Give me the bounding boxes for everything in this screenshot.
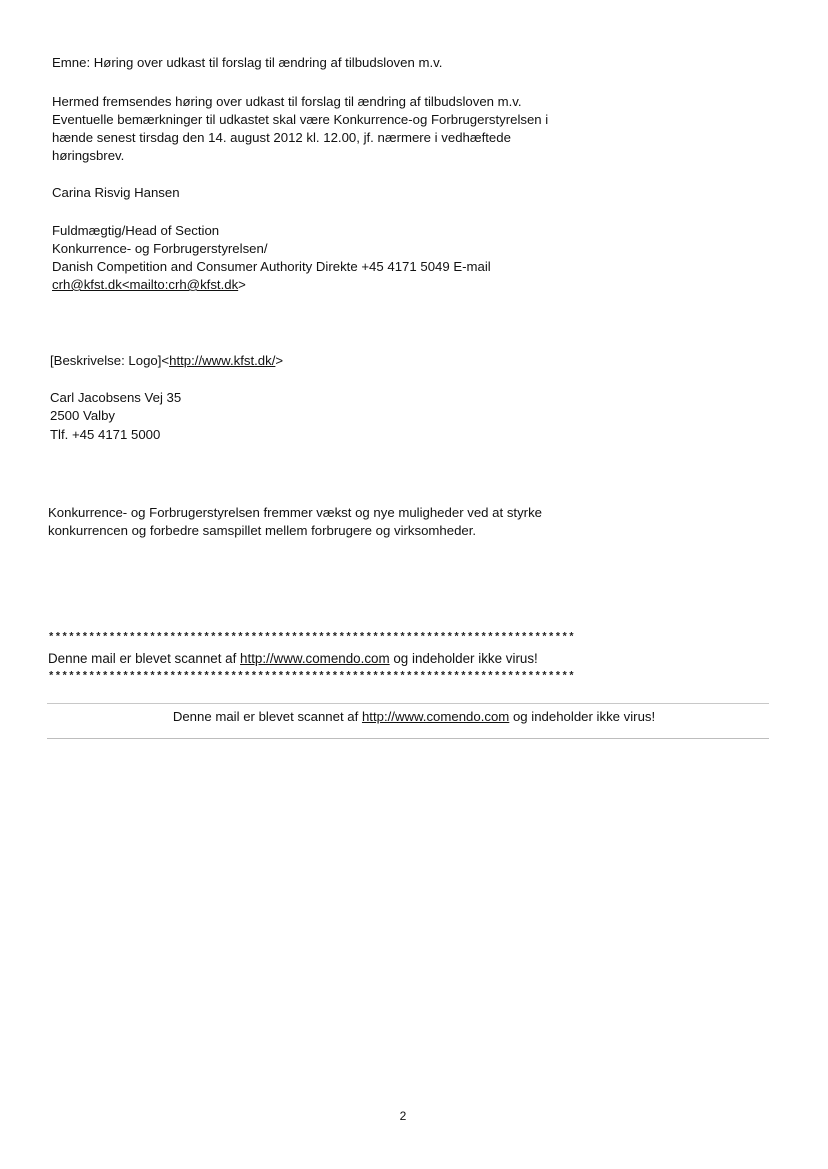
footer-comendo-link[interactable]: http://www.comendo.com [361,709,510,724]
address-phone: Tlf. +45 4171 5000 [50,427,161,442]
footer-rule-bottom [47,738,769,739]
scan-notice [48,650,538,668]
body-line-2: Eventuelle bemærkninger til udkastet skal være Konkurrence-og Forbrugerstyrelsen i [52,112,549,127]
stars-divider-bottom: ****************************************************************************** [48,671,576,683]
email-subject: Emne: Høring over udkast til forslag til ændring af tilbudsloven m.v. [52,55,443,70]
logo-description: [Beskrivelse: Logo]< [50,353,170,368]
mission-line-2: konkurrencen og forbedre samspillet mellem forbrugere og virksomheder. [48,523,477,538]
signature-email-line [52,276,246,294]
address-street: Carl Jacobsens Vej 35 [50,390,182,405]
page-number: 2 [399,1109,407,1123]
kfst-link[interactable]: http://www.kfst.dk/ [169,353,276,368]
email-link-suffix: > [238,277,246,292]
email-link[interactable]: crh@kfst.dk<mailto:crh@kfst.dk [52,277,239,292]
mission-line-1: Konkurrence- og Forbrugerstyrelsen fremmer vækst og nye muligheder ved at styrke [48,505,543,520]
footer-scan-notice [0,709,828,725]
comendo-link[interactable]: http://www.comendo.com [240,651,390,666]
logo-suffix: > [275,353,284,368]
scan-notice-suffix: og indeholder ikke virus! [389,651,538,666]
signature-title: Fuldmægtig/Head of Section [52,223,220,238]
body-line-3: hænde senest tirsdag den 14. august 2012 kl. 12.00, jf. nærmere i vedhæftede [52,130,511,145]
sender-name: Carina Risvig Hansen [52,185,180,200]
signature-org-en: Danish Competition and Consumer Authority Direkte +45 4171 5049 E-mail [52,259,491,274]
logo-line [50,352,283,370]
stars-divider-top: ****************************************************************************** [48,632,576,644]
body-line-1: Hermed fremsendes høring over udkast til forslag til ændring af tilbudsloven m.v. [52,94,522,109]
address-city: 2500 Valby [50,408,116,423]
footer-notice-prefix: Denne mail er blevet scannet af [172,709,362,724]
signature-org: Konkurrence- og Forbrugerstyrelsen/ [52,241,268,256]
body-line-4: høringsbrev. [52,148,125,163]
footer-notice-suffix: og indeholder ikke virus! [509,709,656,724]
scan-notice-prefix: Denne mail er blevet scannet af [48,651,241,666]
footer-rule-top [47,703,769,704]
